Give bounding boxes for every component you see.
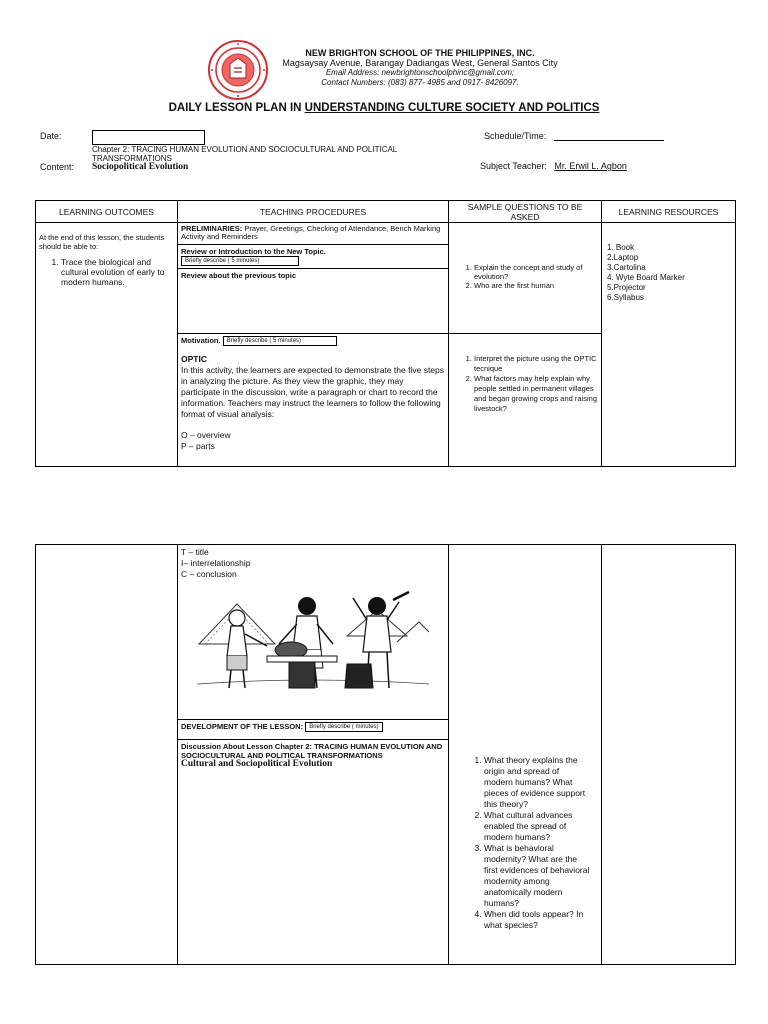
list-item: 2.Laptop <box>607 253 639 262</box>
review-previous-text: Review about the previous topic <box>181 271 297 281</box>
development-cell <box>178 720 449 740</box>
questions-motivation-cell <box>449 334 602 467</box>
questions-motivation-list <box>452 354 598 414</box>
date-label: Date: <box>40 131 62 141</box>
preliminaries-cell <box>178 223 449 245</box>
preliminaries-label: PRELIMINARIES: <box>181 224 243 233</box>
school-info <box>280 48 560 88</box>
questions-development-cell <box>449 545 602 965</box>
title-subject: UNDERSTANDING CULTURE SOCIETY AND POLITICS <box>304 102 600 114</box>
list-item: 3. What is behavioral modernity? What are the first evidences of behavioral modernity among anatomically modern humans? <box>484 843 590 909</box>
outcomes-cell <box>36 223 178 467</box>
motivation-cell <box>178 334 449 467</box>
preliminaries-text: Prayer, Greetings, Checking of Attendance, Bench Marking Activity and Reminders <box>181 224 441 241</box>
questions-development-list <box>452 755 598 931</box>
resources-cell-empty <box>602 545 736 965</box>
optic-c: C – conclusion <box>181 569 237 579</box>
optic-t: T – title <box>181 547 209 557</box>
header-sample-questions: SAMPLE QUESTIONS TO BE ASKED <box>449 201 602 223</box>
resources-list <box>605 243 732 303</box>
list-item: 2. What cultural advances enabled the spread of modern humans? <box>484 810 590 843</box>
header-learning-outcomes: LEARNING OUTCOMES <box>36 201 178 223</box>
list-item: 3.Cartolina <box>607 263 646 272</box>
brief-describe-box[interactable]: Briefly describe ( minutes) <box>305 722 383 732</box>
brief-describe-box[interactable]: Briefly describe ( 5 minutes) <box>181 256 299 266</box>
list-item: 1. Trace the biological and cultural evolution of early to modern humans. <box>61 257 174 287</box>
date-field[interactable] <box>92 130 205 145</box>
school-email: Email Address: newbrightonschoolphinc@gmail.com; <box>325 68 515 77</box>
questions-review-list <box>452 263 598 290</box>
teacher-label <box>480 161 627 171</box>
school-seal-logo <box>208 40 268 100</box>
header-teaching-procedures: TEACHING PROCEDURES <box>178 201 449 223</box>
motivation-label: Motivation. <box>181 336 221 346</box>
school-name: NEW BRIGHTON SCHOOL OF THE PHILIPPINES, INC. <box>305 48 535 58</box>
list-item: 1. Interpret the picture using the OPTIC tecnique <box>474 354 598 374</box>
title-prefix: DAILY LESSON PLAN IN <box>168 102 305 114</box>
list-item: 4. When did tools appear? In what species? <box>484 909 590 931</box>
list-item: 2. What factors may help explain why people settled in permanent villages and began growing crops and raising livestock? <box>474 374 598 414</box>
list-item: 1. Book <box>607 243 635 252</box>
teacher-label-text: Subject Teacher: <box>480 161 547 171</box>
optic-text: In this activity, the learners are expected to demonstrate the five steps in analyzing the picture. As they view the graphic, they may participate in the discussion, write a paragraph or chart to record the information. Teachers may instruct the learners to follow the following format of visual analysis: <box>181 365 445 420</box>
school-address: Magsaysay Avenue, Barangay Dadiangas West, General Santos City <box>282 58 558 68</box>
schedule-blank-line[interactable] <box>554 131 664 141</box>
content-chapter-block <box>92 145 422 172</box>
outcomes-intro: At the end of this lesson, the students should be able to: <box>39 233 165 251</box>
optic-title: OPTIC <box>181 354 207 365</box>
development-label: DEVELOPMENT OF THE LESSON: <box>181 722 304 731</box>
discussion-cell <box>178 740 449 965</box>
review-intro-cell <box>178 245 449 269</box>
discussion-topic: Cultural and Sociopolitical Evolution <box>181 759 333 769</box>
questions-review-cell <box>449 223 602 334</box>
review-intro-label: Review or Introduction to the New Topic. <box>181 247 326 256</box>
optic-continued-cell <box>178 545 449 720</box>
early-humans-illustration <box>197 584 429 692</box>
lesson-table-page2 <box>35 544 736 965</box>
lesson-plan-title <box>0 102 768 114</box>
list-item: 5.Projector <box>607 283 646 292</box>
lesson-table-page1 <box>35 200 736 467</box>
list-item: 6.Syllabus <box>607 293 644 302</box>
outcomes-cell-empty <box>36 545 178 965</box>
chapter-title: Chapter 2: TRACING HUMAN EVOLUTION AND SOCIOCULTURAL AND POLITICAL TRANSFORMATIONS <box>92 145 397 163</box>
outcomes-list <box>39 257 174 287</box>
list-item: 1. Explain the concept and study of evolution? <box>474 263 598 281</box>
teacher-name: Mr. Erwil L. Agbon <box>554 161 627 171</box>
schedule-label <box>484 131 664 141</box>
topic-title: Sociopolitical Evolution <box>92 162 189 172</box>
school-contact: Contact Numbers: (083) 877- 4985 and 0917- 8426097. <box>321 78 519 87</box>
optic-p: P – parts <box>181 441 215 452</box>
brief-describe-box[interactable]: Briefly describe ( 5 minutes) <box>223 336 337 346</box>
content-label: Content: <box>40 162 75 172</box>
list-item: 1. What theory explains the origin and spread of modern humans? What pieces of evidence support this theory? <box>484 755 590 810</box>
optic-o: O – overview <box>181 430 231 441</box>
schedule-label-text: Schedule/Time: <box>484 131 547 141</box>
header-learning-resources: LEARNING RESOURCES <box>602 201 736 223</box>
list-item: 2. Who are the first human <box>474 281 598 290</box>
discussion-text: Discussion About Lesson Chapter 2: TRACING HUMAN EVOLUTION AND SOCIOCULTURAL AND POLITICAL TRANSFORMATIONS <box>181 742 443 760</box>
review-previous-cell <box>178 269 449 334</box>
list-item: 4. Wyte Board Marker <box>607 273 685 282</box>
resources-cell <box>602 223 736 467</box>
optic-i: I– interrelationship <box>181 558 251 568</box>
